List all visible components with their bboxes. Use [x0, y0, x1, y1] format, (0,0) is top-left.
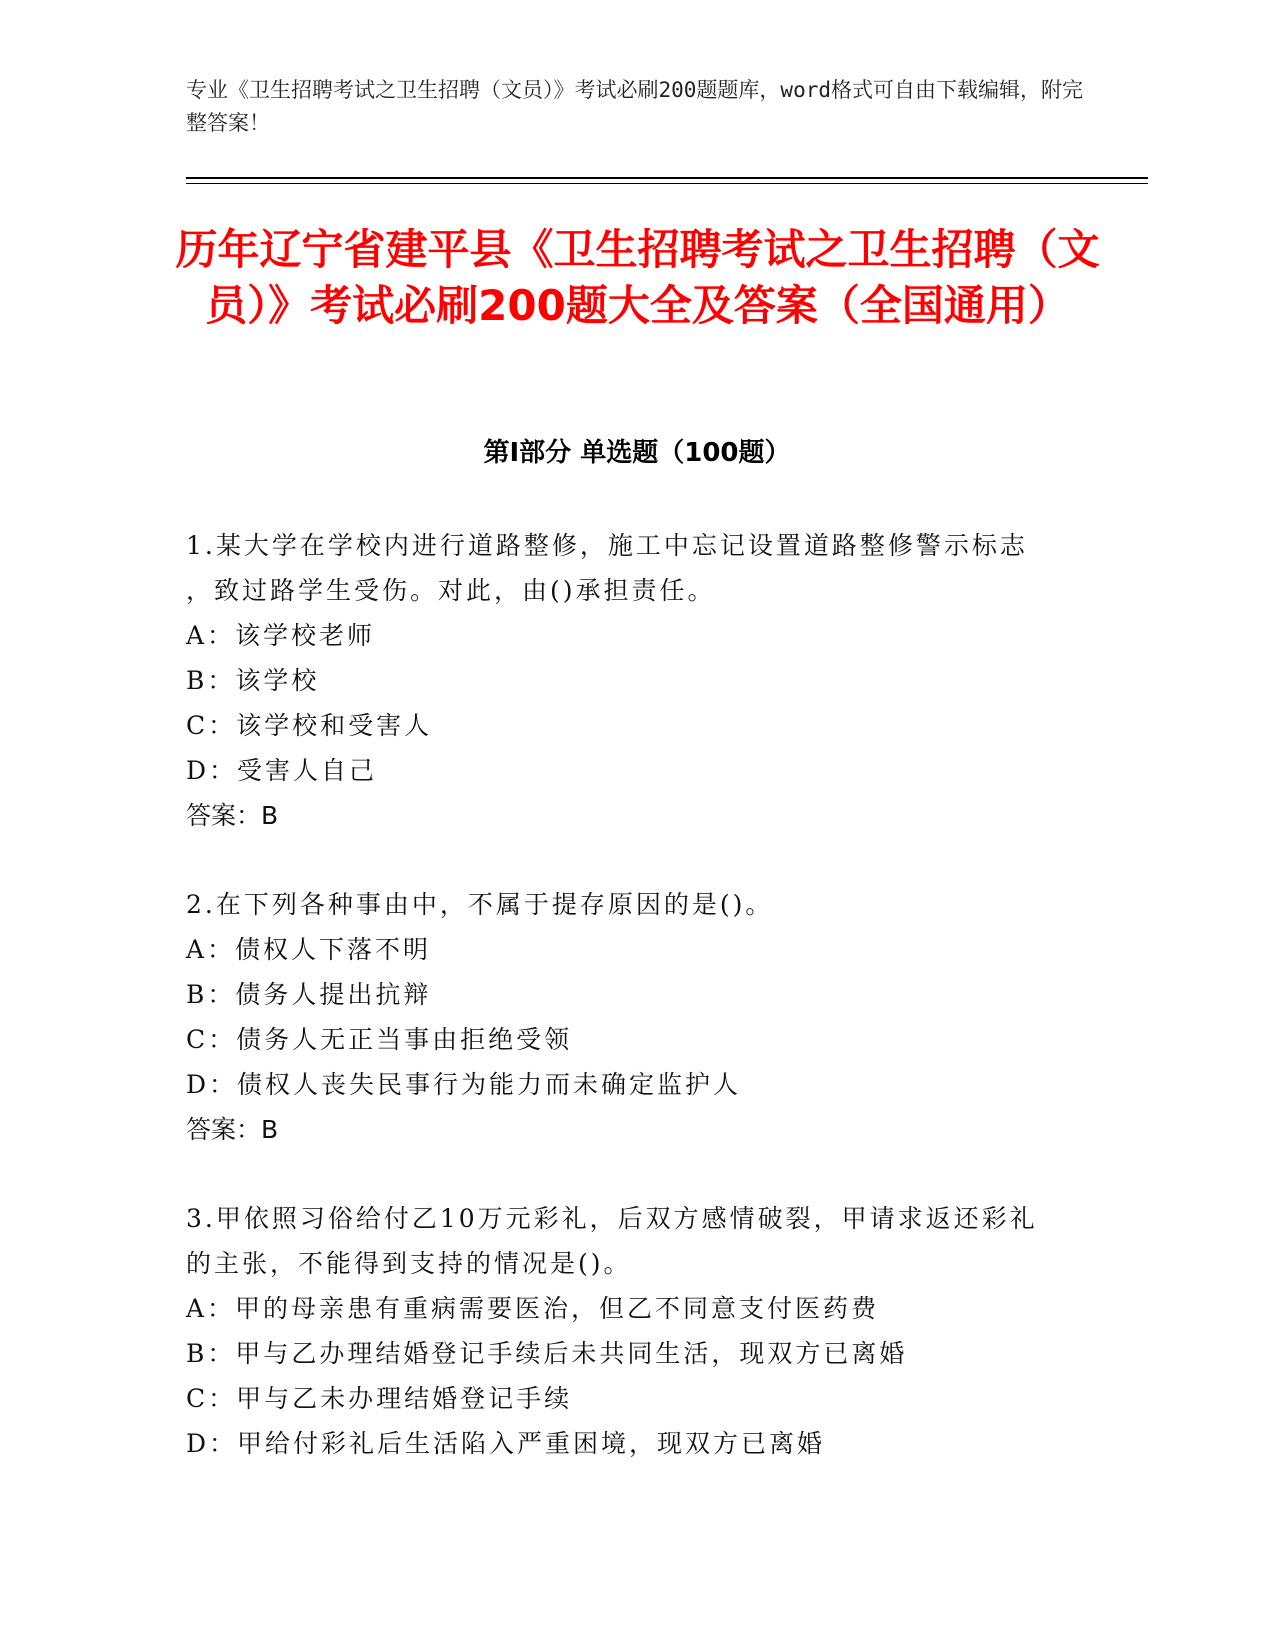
answer: 答案：B	[186, 1115, 279, 1144]
question-2	[186, 882, 1086, 1152]
document-title: 历年辽宁省建平县《卫生招聘考试之卫生招聘（文员）》考试必刷200题大全及答案（全国通用）	[175, 225, 1100, 330]
question-stem: 2.在下列各种事由中，不属于提存原因的是()。	[186, 890, 774, 919]
question-stem-continued: 的主张，不能得到支持的情况是()。	[186, 1249, 632, 1278]
option-b: B：甲与乙办理结婚登记手续后未共同生活，现双方已离婚	[186, 1339, 908, 1368]
question-gap	[186, 838, 1086, 882]
option-d: D：受害人自己	[186, 756, 378, 785]
option-a: A：甲的母亲患有重病需要医治，但乙不同意支付医药费	[186, 1294, 880, 1323]
option-d: D：甲给付彩礼后生活陷入严重困境，现双方已离婚	[186, 1429, 826, 1458]
answer: 答案：B	[186, 801, 279, 830]
option-c: C：该学校和受害人	[186, 711, 433, 740]
question-stem: 3.甲依照习俗给付乙10万元彩礼，后双方感情破裂，甲请求返还彩礼	[186, 1204, 1038, 1233]
header-rule-thick	[186, 177, 1148, 179]
option-c: C：债务人无正当事由拒绝受领	[186, 1025, 573, 1054]
option-b: B：该学校	[186, 666, 320, 695]
question-1	[186, 523, 1086, 838]
option-d: D：债权人丧失民事行为能力而未确定监护人	[186, 1070, 742, 1099]
header-note: 专业《卫生招聘考试之卫生招聘（文员）》考试必刷200题题库，word格式可自由下载编辑，附完整答案！	[186, 78, 1083, 135]
header-rule-thin	[186, 183, 1148, 184]
option-a: A：该学校老师	[186, 621, 376, 650]
option-c: C：甲与乙未办理结婚登记手续	[186, 1384, 573, 1413]
question-stem-continued: ，致过路学生受伤。对此，由()承担责任。	[186, 576, 716, 605]
question-stem: 1.某大学在学校内进行道路整修，施工中忘记设置道路整修警示标志	[186, 531, 1028, 560]
question-3	[186, 1196, 1086, 1466]
option-b: B：债务人提出抗辩	[186, 980, 432, 1009]
section-title: 第Ⅰ部分 单选题（100题）	[483, 438, 791, 468]
question-list	[186, 523, 1086, 1466]
option-a: A：债权人下落不明	[186, 935, 432, 964]
question-gap	[186, 1152, 1086, 1196]
